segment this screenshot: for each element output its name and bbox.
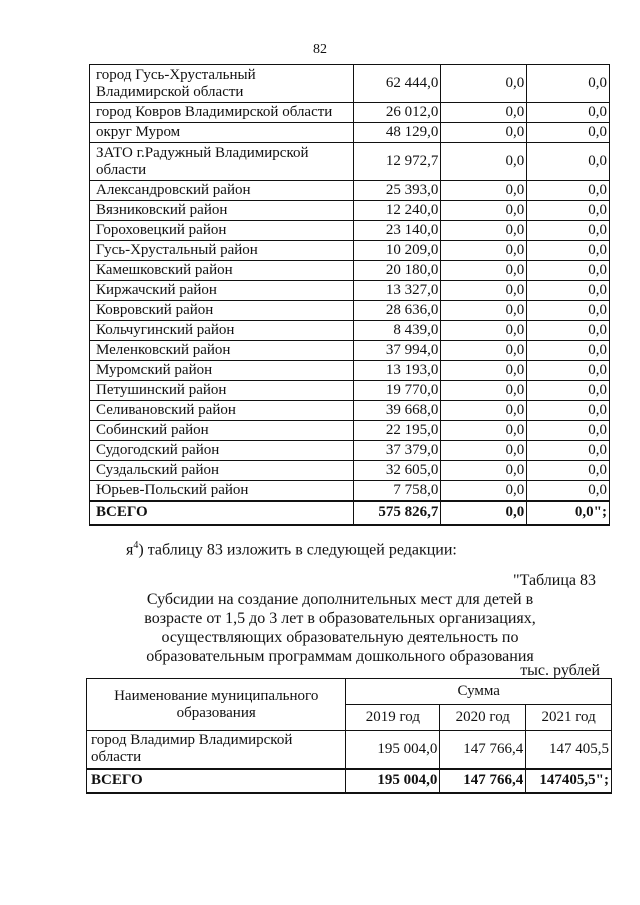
instruction-text: ) таблицу 83 изложить в следующей редакции: bbox=[138, 541, 457, 559]
value-2021: 0,0 bbox=[527, 65, 610, 103]
value-2019: 26 012,0 bbox=[353, 103, 441, 123]
value-2019: 8 439,0 bbox=[353, 321, 441, 341]
row-value-2020: 147 766,4 bbox=[440, 731, 526, 769]
total-value-2019: 575 826,7 bbox=[353, 501, 441, 525]
district-name: Муромский район bbox=[90, 361, 354, 381]
value-2021: 0,0 bbox=[527, 103, 610, 123]
header-year-2021: 2021 год bbox=[526, 705, 612, 731]
value-2020: 0,0 bbox=[441, 321, 527, 341]
value-2020: 0,0 bbox=[441, 481, 527, 501]
value-2019: 62 444,0 bbox=[353, 65, 441, 103]
row-value-2021: 147 405,5 bbox=[526, 731, 612, 769]
value-2019: 22 195,0 bbox=[353, 421, 441, 441]
instruction-superscript: 4 bbox=[133, 540, 139, 551]
value-2020: 0,0 bbox=[441, 123, 527, 143]
value-2020: 0,0 bbox=[441, 381, 527, 401]
value-2020: 0,0 bbox=[441, 461, 527, 481]
value-2019: 48 129,0 bbox=[353, 123, 441, 143]
header-sum: Сумма bbox=[346, 679, 612, 705]
table-row bbox=[90, 201, 610, 221]
table-row bbox=[90, 341, 610, 361]
value-2020: 0,0 bbox=[441, 401, 527, 421]
table-row bbox=[90, 381, 610, 401]
value-2019: 32 605,0 bbox=[353, 461, 441, 481]
value-2019: 23 140,0 bbox=[353, 221, 441, 241]
page-number: 82 bbox=[313, 42, 327, 57]
table-caption: Субсидии на создание дополнительных мест для детей в возрасте от 1,5 до 3 лет в образовательных организациях, осуществляющих образовательную деятельность по образовательным программам дошкольного образования bbox=[144, 591, 536, 665]
table-row bbox=[90, 321, 610, 341]
table-row bbox=[90, 103, 610, 123]
value-2019: 25 393,0 bbox=[353, 181, 441, 201]
value-2020: 0,0 bbox=[441, 421, 527, 441]
district-name: Судогодский район bbox=[90, 441, 354, 461]
value-2019: 20 180,0 bbox=[353, 261, 441, 281]
value-2020: 0,0 bbox=[441, 341, 527, 361]
district-name: город Гусь-Хрустальный Владимирской области bbox=[90, 65, 354, 103]
header-year-2020: 2020 год bbox=[440, 705, 526, 731]
value-2021: 0,0 bbox=[527, 481, 610, 501]
table-row bbox=[90, 261, 610, 281]
value-2019: 13 327,0 bbox=[353, 281, 441, 301]
row-name: город Владимир Владимирской области bbox=[87, 731, 346, 769]
table-row bbox=[90, 281, 610, 301]
value-2021: 0,0 bbox=[527, 441, 610, 461]
total-label: ВСЕГО bbox=[87, 769, 346, 793]
instruction-prefix: я bbox=[126, 541, 134, 559]
value-2020: 0,0 bbox=[441, 261, 527, 281]
value-2020: 0,0 bbox=[441, 361, 527, 381]
subsidies-table bbox=[86, 678, 612, 794]
value-2019: 39 668,0 bbox=[353, 401, 441, 421]
value-2019: 10 209,0 bbox=[353, 241, 441, 261]
total-row bbox=[87, 769, 612, 793]
value-2020: 0,0 bbox=[441, 301, 527, 321]
table-row bbox=[90, 301, 610, 321]
table-row bbox=[90, 123, 610, 143]
table-row bbox=[87, 731, 612, 769]
table-row bbox=[90, 221, 610, 241]
table-row bbox=[90, 421, 610, 441]
table-row bbox=[90, 441, 610, 461]
value-2021: 0,0 bbox=[527, 381, 610, 401]
value-2021: 0,0 bbox=[527, 221, 610, 241]
total-row bbox=[90, 501, 610, 525]
table-row bbox=[90, 401, 610, 421]
value-2020: 0,0 bbox=[441, 181, 527, 201]
value-2021: 0,0 bbox=[527, 241, 610, 261]
value-2021: 0,0 bbox=[527, 301, 610, 321]
district-name: ЗАТО г.Радужный Владимирской области bbox=[90, 143, 354, 181]
table-row bbox=[90, 361, 610, 381]
district-name: Суздальский район bbox=[90, 461, 354, 481]
value-2020: 0,0 bbox=[441, 281, 527, 301]
district-name: Собинский район bbox=[90, 421, 354, 441]
table-row bbox=[90, 143, 610, 181]
value-2021: 0,0 bbox=[527, 361, 610, 381]
district-name: Камешковский район bbox=[90, 261, 354, 281]
units-label: тыс. рублей bbox=[520, 662, 600, 679]
district-name: Меленковский район bbox=[90, 341, 354, 361]
value-2020: 0,0 bbox=[441, 221, 527, 241]
table-row bbox=[90, 481, 610, 501]
district-name: Вязниковский район bbox=[90, 201, 354, 221]
value-2021: 0,0 bbox=[527, 281, 610, 301]
value-2020: 0,0 bbox=[441, 201, 527, 221]
value-2021: 0,0 bbox=[527, 201, 610, 221]
district-name: Юрьев-Польский район bbox=[90, 481, 354, 501]
value-2021: 0,0 bbox=[527, 421, 610, 441]
district-name: Гороховецкий район bbox=[90, 221, 354, 241]
row-value-2019: 195 004,0 bbox=[346, 731, 440, 769]
value-2020: 0,0 bbox=[441, 65, 527, 103]
value-2021: 0,0 bbox=[527, 341, 610, 361]
value-2021: 0,0 bbox=[527, 461, 610, 481]
total-value-2021: 147405,5"; bbox=[526, 769, 612, 793]
header-municipality: Наименование муниципального образования bbox=[87, 679, 346, 731]
total-value-2021: 0,0"; bbox=[527, 501, 610, 525]
amendment-instruction bbox=[126, 540, 457, 559]
value-2021: 0,0 bbox=[527, 261, 610, 281]
value-2021: 0,0 bbox=[527, 181, 610, 201]
header-year-2019: 2019 год bbox=[346, 705, 440, 731]
district-name: Ковровский район bbox=[90, 301, 354, 321]
value-2020: 0,0 bbox=[441, 441, 527, 461]
value-2019: 37 994,0 bbox=[353, 341, 441, 361]
total-value-2019: 195 004,0 bbox=[346, 769, 440, 793]
value-2021: 0,0 bbox=[527, 123, 610, 143]
table-row bbox=[90, 241, 610, 261]
value-2019: 7 758,0 bbox=[353, 481, 441, 501]
table-row bbox=[90, 461, 610, 481]
value-2021: 0,0 bbox=[527, 401, 610, 421]
table-reference: "Таблица 83 bbox=[513, 572, 596, 589]
value-2019: 28 636,0 bbox=[353, 301, 441, 321]
districts-table bbox=[89, 64, 610, 526]
total-value-2020: 0,0 bbox=[441, 501, 527, 525]
districts-table-body bbox=[90, 65, 610, 525]
table-row bbox=[90, 65, 610, 103]
value-2019: 37 379,0 bbox=[353, 441, 441, 461]
value-2019: 12 240,0 bbox=[353, 201, 441, 221]
district-name: Александровский район bbox=[90, 181, 354, 201]
value-2021: 0,0 bbox=[527, 143, 610, 181]
value-2020: 0,0 bbox=[441, 103, 527, 123]
district-name: город Ковров Владимирской области bbox=[90, 103, 354, 123]
district-name: округ Муром bbox=[90, 123, 354, 143]
district-name: Селивановский район bbox=[90, 401, 354, 421]
total-value-2020: 147 766,4 bbox=[440, 769, 526, 793]
district-name: Петушинский район bbox=[90, 381, 354, 401]
table-row bbox=[90, 181, 610, 201]
district-name: Кольчугинский район bbox=[90, 321, 354, 341]
total-label: ВСЕГО bbox=[90, 501, 354, 525]
district-name: Гусь-Хрустальный район bbox=[90, 241, 354, 261]
value-2021: 0,0 bbox=[527, 321, 610, 341]
value-2020: 0,0 bbox=[441, 241, 527, 261]
value-2019: 13 193,0 bbox=[353, 361, 441, 381]
district-name: Киржачский район bbox=[90, 281, 354, 301]
value-2019: 12 972,7 bbox=[353, 143, 441, 181]
value-2019: 19 770,0 bbox=[353, 381, 441, 401]
value-2020: 0,0 bbox=[441, 143, 527, 181]
